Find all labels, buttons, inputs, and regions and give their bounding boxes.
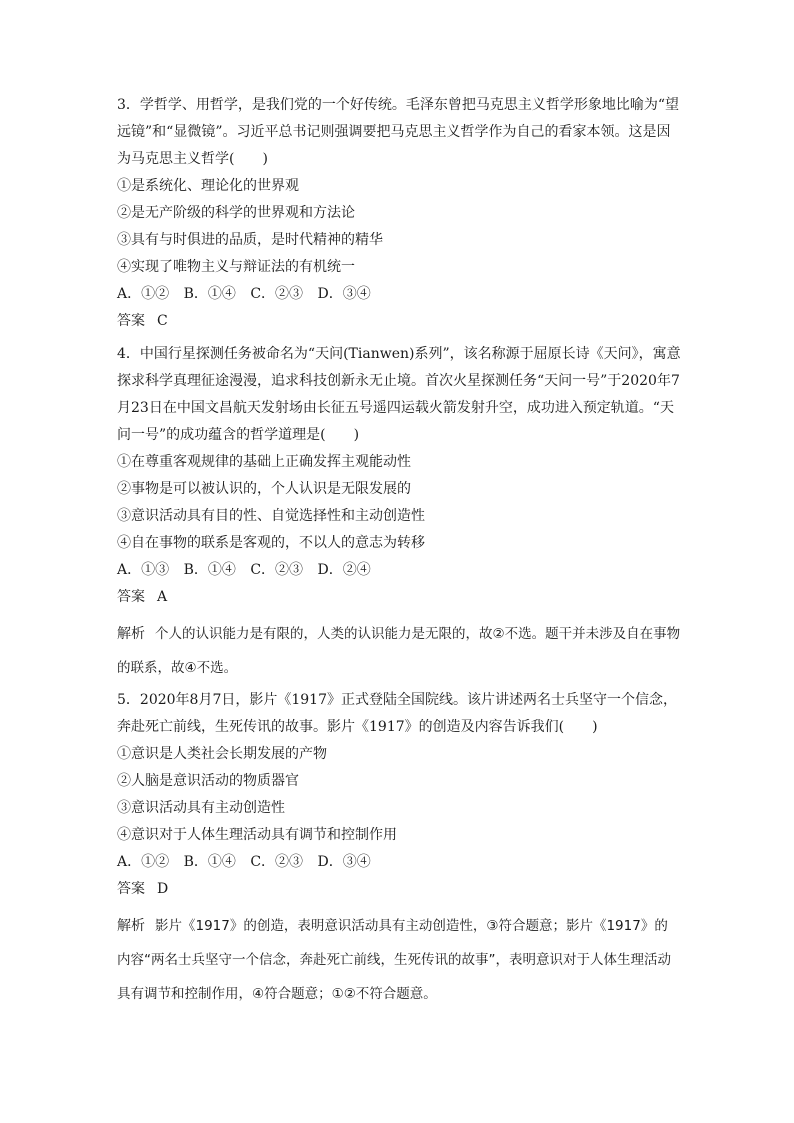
option-1: ①意识是人类社会长期发展的产物 bbox=[117, 746, 327, 762]
question-stem: 3．学哲学、用哲学，是我们党的一个好传统。毛泽东曾把马克思主义哲学形象地比喻为“望远镜”和“显微镜”。习近平总书记则强调要把马克思主义哲学作为自己的看家本领。这是因为马克思主义哲学( ) bbox=[117, 97, 680, 167]
choice-b: B．①④ bbox=[183, 562, 236, 578]
question-stem: 5．2020年8月7日，影片《1917》正式登陆全国院线。该片讲述两名士兵坚守一个信念，奔赴死亡前线，生死传讯的故事。影片《1917》的创造及内容告诉我们( ) bbox=[117, 692, 677, 735]
analysis-text: 影片《1917》的创造，表明意识活动具有主动创造性，③符合题意；影片《1917》的内容“两名士兵坚守一个信念，奔赴死亡前线，生死传讯的故事”，表明意识对于人体生理活动具有调节和控制作用，④符合题意；①②不符合题意。 bbox=[117, 918, 671, 1002]
choice-d: D．②④ bbox=[317, 562, 371, 578]
choice-d: D．③④ bbox=[317, 854, 371, 870]
answer-value: C bbox=[157, 313, 168, 329]
choice-a: A．①③ bbox=[117, 562, 170, 578]
question-4 bbox=[117, 341, 681, 685]
choice-d: D．③④ bbox=[317, 286, 371, 302]
answer-value: D bbox=[157, 881, 169, 897]
choice-c: C．②③ bbox=[250, 286, 304, 302]
option-3: ③意识活动具有目的性、自觉选择性和主动创造性 bbox=[117, 508, 425, 524]
option-1: ①是系统化、理论化的世界观 bbox=[117, 178, 299, 194]
answer-label: 答案 bbox=[117, 313, 145, 329]
choice-a: A．①② bbox=[117, 854, 170, 870]
question-3 bbox=[117, 92, 681, 335]
choice-b: B．①④ bbox=[183, 854, 236, 870]
answer-value: A bbox=[157, 589, 168, 605]
answer-row bbox=[117, 584, 681, 611]
answer-label: 答案 bbox=[117, 881, 145, 897]
option-4: ④意识对于人体生理活动具有调节和控制作用 bbox=[117, 827, 397, 843]
answer-choices bbox=[117, 849, 681, 876]
choice-a: A．①② bbox=[117, 286, 170, 302]
option-2: ②事物是可以被认识的，个人认识是无限发展的 bbox=[117, 481, 411, 497]
answer-choices bbox=[117, 557, 681, 584]
option-1: ①在尊重客观规律的基础上正确发挥主观能动性 bbox=[117, 454, 411, 470]
question-stem: 4．中国行星探测任务被命名为“天问(Tianwen)系列”，该名称源于屈原长诗《天问》，寓意探求科学真理征途漫漫，追求科技创新永无止境。首次火星探测任务“天问一号”于2020年7月23日在中国文昌航天发射场由长征五号遥四运载火箭发射升空，成功进入预定轨道。“天问一号”的成功蕴含的哲学道理是( ) bbox=[117, 346, 681, 443]
option-4: ④自在事物的联系是客观的，不以人的意志为转移 bbox=[117, 535, 425, 551]
question-5 bbox=[117, 687, 681, 1011]
analysis-block bbox=[117, 617, 681, 685]
option-2: ②是无产阶级的科学的世界观和方法论 bbox=[117, 205, 355, 221]
analysis-label: 解析 bbox=[117, 918, 145, 934]
answer-choices bbox=[117, 281, 681, 308]
analysis-block bbox=[117, 909, 681, 1011]
choice-b: B．①④ bbox=[183, 286, 236, 302]
option-4: ④实现了唯物主义与辩证法的有机统一 bbox=[117, 259, 355, 275]
option-3: ③具有与时俱进的品质，是时代精神的精华 bbox=[117, 232, 383, 248]
answer-row bbox=[117, 876, 681, 903]
option-2: ②人脑是意识活动的物质器官 bbox=[117, 773, 299, 789]
choice-c: C．②③ bbox=[250, 562, 304, 578]
answer-row bbox=[117, 308, 681, 335]
document-page bbox=[117, 92, 681, 1011]
analysis-label: 解析 bbox=[117, 626, 145, 642]
answer-label: 答案 bbox=[117, 589, 145, 605]
analysis-text: 个人的认识能力是有限的，人类的认识能力是无限的，故②不选。题干并未涉及自在事物的联系，故④不选。 bbox=[117, 626, 681, 676]
option-3: ③意识活动具有主动创造性 bbox=[117, 800, 285, 816]
choice-c: C．②③ bbox=[250, 854, 304, 870]
